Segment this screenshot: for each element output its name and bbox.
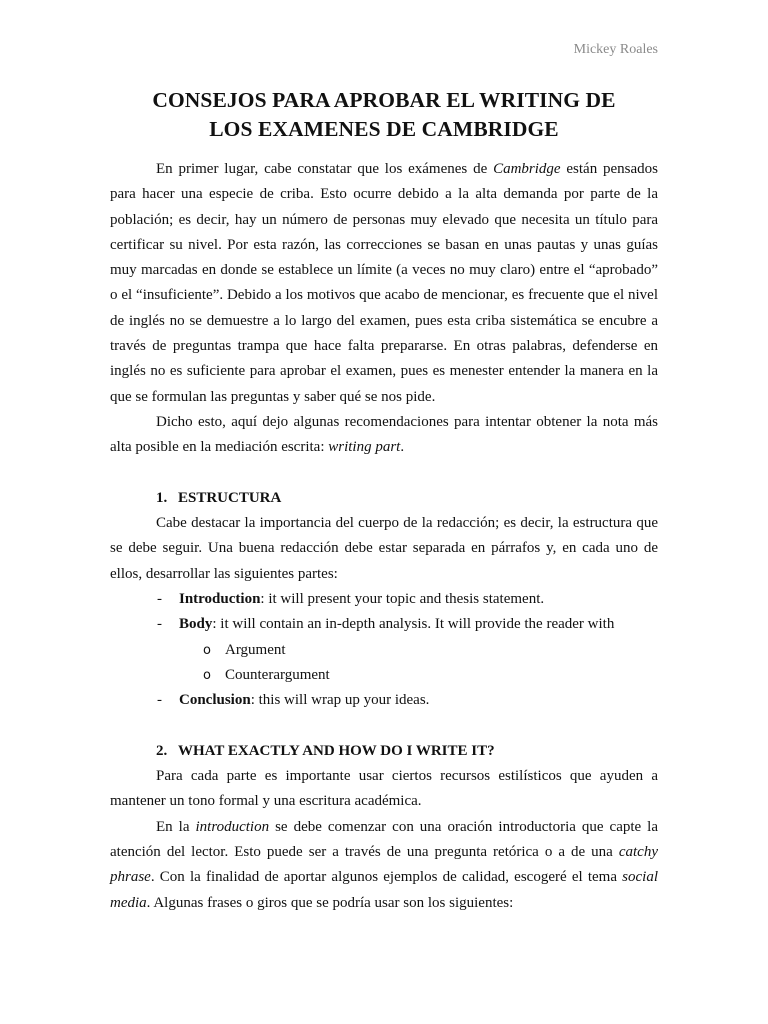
list-term: Body — [179, 616, 213, 633]
title-line-1: CONSEJOS PARA APROBAR EL WRITING DE — [152, 88, 616, 112]
intro-paragraph-2 — [110, 410, 658, 461]
spacer — [110, 461, 658, 486]
dash-bullet: - — [157, 616, 162, 633]
text-run: . Algunas frases o giros que se podría usar son los siguientes: — [146, 894, 514, 911]
circle-bullet: o — [203, 642, 211, 658]
body-sublist — [110, 638, 658, 689]
spacer — [110, 714, 658, 739]
section-number: 2. — [156, 742, 168, 759]
section-2-heading — [110, 739, 658, 764]
emphasis-writing-part: writing part — [328, 439, 401, 456]
section-number: 1. — [156, 489, 168, 506]
circle-bullet: o — [203, 667, 211, 683]
text-run: . — [400, 439, 405, 456]
list-text: : this will wrap up your ideas. — [250, 692, 430, 709]
emphasis-social-media: social media — [110, 869, 658, 911]
title-line-2: LOS EXAMENES DE CAMBRIDGE — [209, 117, 559, 141]
text-run: . Con la finalidad de aportar algunos ejemplos de calidad, escogeré el tema — [150, 869, 623, 886]
text-run: Dicho esto, aquí dejo algunas recomendaciones para intentar obtener la nota más alta posible en la mediación escrita: — [110, 413, 658, 456]
structure-list-continued — [110, 688, 658, 713]
section-title: ESTRUCTURA — [178, 489, 282, 506]
header-author: Mickey Roales — [573, 42, 658, 57]
section-1-paragraph: Cabe destacar la importancia del cuerpo de la redacción; es decir, la estructura que se debe seguir. Una buena redacción debe estar separada en párrafos y, en cada uno de ellos, desarrollar las siguientes partes: — [110, 515, 658, 582]
text-run: están pensados para hacer una especie de criba. Esto ocurre debido a la alta demanda por parte de la población; es decir, hay un número de personas muy elevado que necesita un título para certificar su nivel. Por esta razón, las correcciones se basan en unas pautas y unas guías muy marcadas en donde se establece un límite (a veces no muy claro) entre el “aprobado” o el “insuficiente”. Debido a los motivos que acabo de mencionar, es frecuente que el nivel de inglés no se demuestre a lo largo del examen, pues esta criba sistemática se encubre a través de preguntas trampa que hace falta prepararse. En otras palabras, defenderse en inglés no es suficiente para aprobar el examen, pues es menester entender la manera en la que se formulan las preguntas y saber qué se nos pide. — [110, 161, 659, 405]
list-item-body — [110, 612, 658, 637]
sublist-item-counterargument — [110, 663, 658, 688]
list-text: : it will present your topic and thesis statement. — [260, 591, 545, 608]
intro-paragraph-1 — [110, 157, 658, 410]
dash-bullet: - — [157, 591, 162, 608]
document-title — [110, 86, 658, 144]
emphasis-cambridge: Cambridge — [493, 161, 561, 177]
list-term: Conclusion — [179, 692, 251, 709]
text-run: En la — [156, 818, 196, 835]
document-body — [110, 157, 658, 916]
emphasis-catchy-phrase: catchy phrase — [110, 844, 658, 886]
list-term: Introduction — [179, 591, 261, 608]
section-1-heading — [110, 486, 658, 511]
emphasis-introduction: introduction — [195, 818, 270, 835]
section-title: WHAT EXACTLY AND HOW DO I WRITE IT? — [178, 742, 495, 759]
sublist-text: Counterargument — [225, 666, 330, 683]
list-item-introduction — [110, 587, 658, 612]
dash-bullet: - — [157, 692, 162, 709]
sublist-item-argument — [110, 638, 658, 663]
text-run: En primer lugar, cabe constatar que los exámenes de — [156, 161, 494, 177]
section-2-paragraph-1: Para cada parte es importante usar ciertos recursos estilísticos que ayuden a mantener un tono formal y una escritura académica. — [110, 768, 658, 810]
list-item-conclusion — [110, 688, 658, 713]
text-run: se debe comenzar con una oración introductoria que capte la atención del lector. Esto puede ser a través de una pregunta retórica o a de una — [110, 818, 658, 861]
section-2-paragraph-2 — [110, 815, 658, 916]
structure-list — [110, 587, 658, 638]
list-text: : it will contain an in-depth analysis. It will provide the reader with — [212, 616, 615, 633]
sublist-text: Argument — [225, 641, 286, 658]
